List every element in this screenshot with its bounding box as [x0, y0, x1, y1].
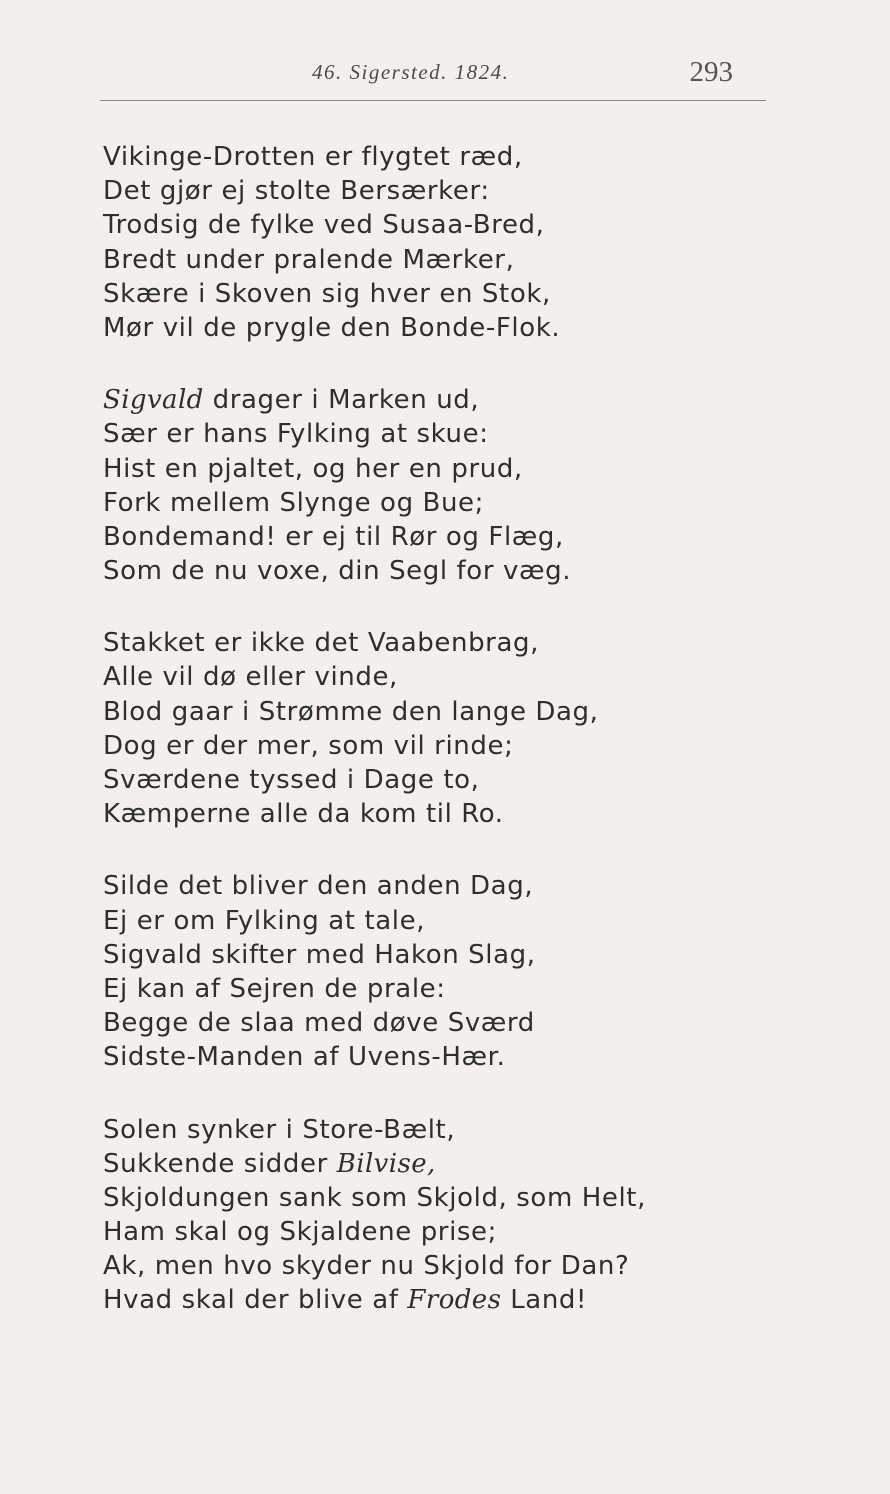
poem-line: Skære i Skoven sig hver en Stok, — [103, 278, 551, 309]
running-header — [100, 58, 765, 94]
poem-line: Bredt under pralende Mærker, — [103, 244, 515, 275]
poem-line — [103, 1283, 883, 1317]
poem-line — [103, 383, 883, 417]
poem-line: Ej kan af Sejren de prale: — [103, 973, 446, 1004]
poem-line: Sær er hans Fylking at skue: — [103, 419, 489, 450]
poem-line: Sigvald skifter med Hakon Slag, — [103, 939, 536, 970]
poem-line: Sidste-Manden af Uvens-Hær. — [103, 1042, 506, 1073]
poem-line: Vikinge-Drotten er flygtet ræd, — [103, 142, 523, 172]
poem-line: Begge de slaa med døve Sværd — [103, 1008, 535, 1039]
poem-line: Dog er der mer, som vil rinde; — [103, 730, 514, 761]
header-title: 46. Sigersted. 1824. — [312, 60, 510, 84]
poem-line: Ak, men hvo skyder nu Skjold for Dan? — [103, 1251, 630, 1282]
italic-name: Sigvald — [103, 385, 204, 416]
italic-name: Frodes — [407, 1285, 502, 1316]
poem-line-text: Hvad skal der blive af — [103, 1285, 408, 1316]
poem-line: Bondemand! er ej til Rør og Flæg, — [103, 521, 564, 552]
poem-line: Blod gaar i Strømme den lange Dag, — [103, 696, 599, 727]
stanza-3 — [103, 626, 883, 831]
poem-line: Det gjør ej stolte Bersærker: — [103, 176, 490, 207]
poem-line-text: drager i Marken ud, — [212, 385, 480, 416]
italic-name: Bilvise, — [336, 1148, 436, 1179]
poem-line: Ham skal og Skjaldene prise; — [103, 1217, 498, 1248]
poem-line: Hist en pjaltet, og her en prud, — [103, 453, 523, 484]
poem-line-text: Sukkende sidder — [103, 1148, 337, 1179]
poem — [103, 140, 883, 1356]
poem-line: Som de nu voxe, din Segl for væg. — [103, 556, 572, 587]
header-rule — [100, 100, 766, 101]
poem-line: Trodsig de fylke ved Susaa-Bred, — [103, 210, 545, 241]
poem-line: Solen synker i Store-Bælt, — [103, 1114, 456, 1145]
poem-line: Stakket er ikke det Vaabenbrag, — [103, 628, 539, 659]
poem-line: Sværdene tyssed i Dage to, — [103, 765, 480, 795]
poem-line: Fork mellem Slynge og Bue; — [103, 487, 485, 518]
poem-line: Kæmperne alle da kom til Ro. — [103, 799, 504, 830]
stanza-2 — [103, 383, 883, 588]
page-number: 293 — [689, 56, 733, 88]
poem-line-text: Land! — [510, 1285, 588, 1316]
poem-line: Silde det bliver den anden Dag, — [103, 871, 534, 902]
stanza-1 — [103, 140, 883, 345]
poem-line — [103, 1147, 883, 1181]
poem-line: Ej er om Fylking at tale, — [103, 905, 426, 936]
poem-line: Alle vil dø eller vinde, — [103, 662, 398, 693]
stanza-4 — [103, 869, 883, 1074]
stanza-5 — [103, 1113, 883, 1318]
poem-line: Skjoldungen sank som Skjold, som Helt, — [103, 1182, 646, 1213]
poem-line: Mør vil de prygle den Bonde-Flok. — [103, 312, 561, 343]
